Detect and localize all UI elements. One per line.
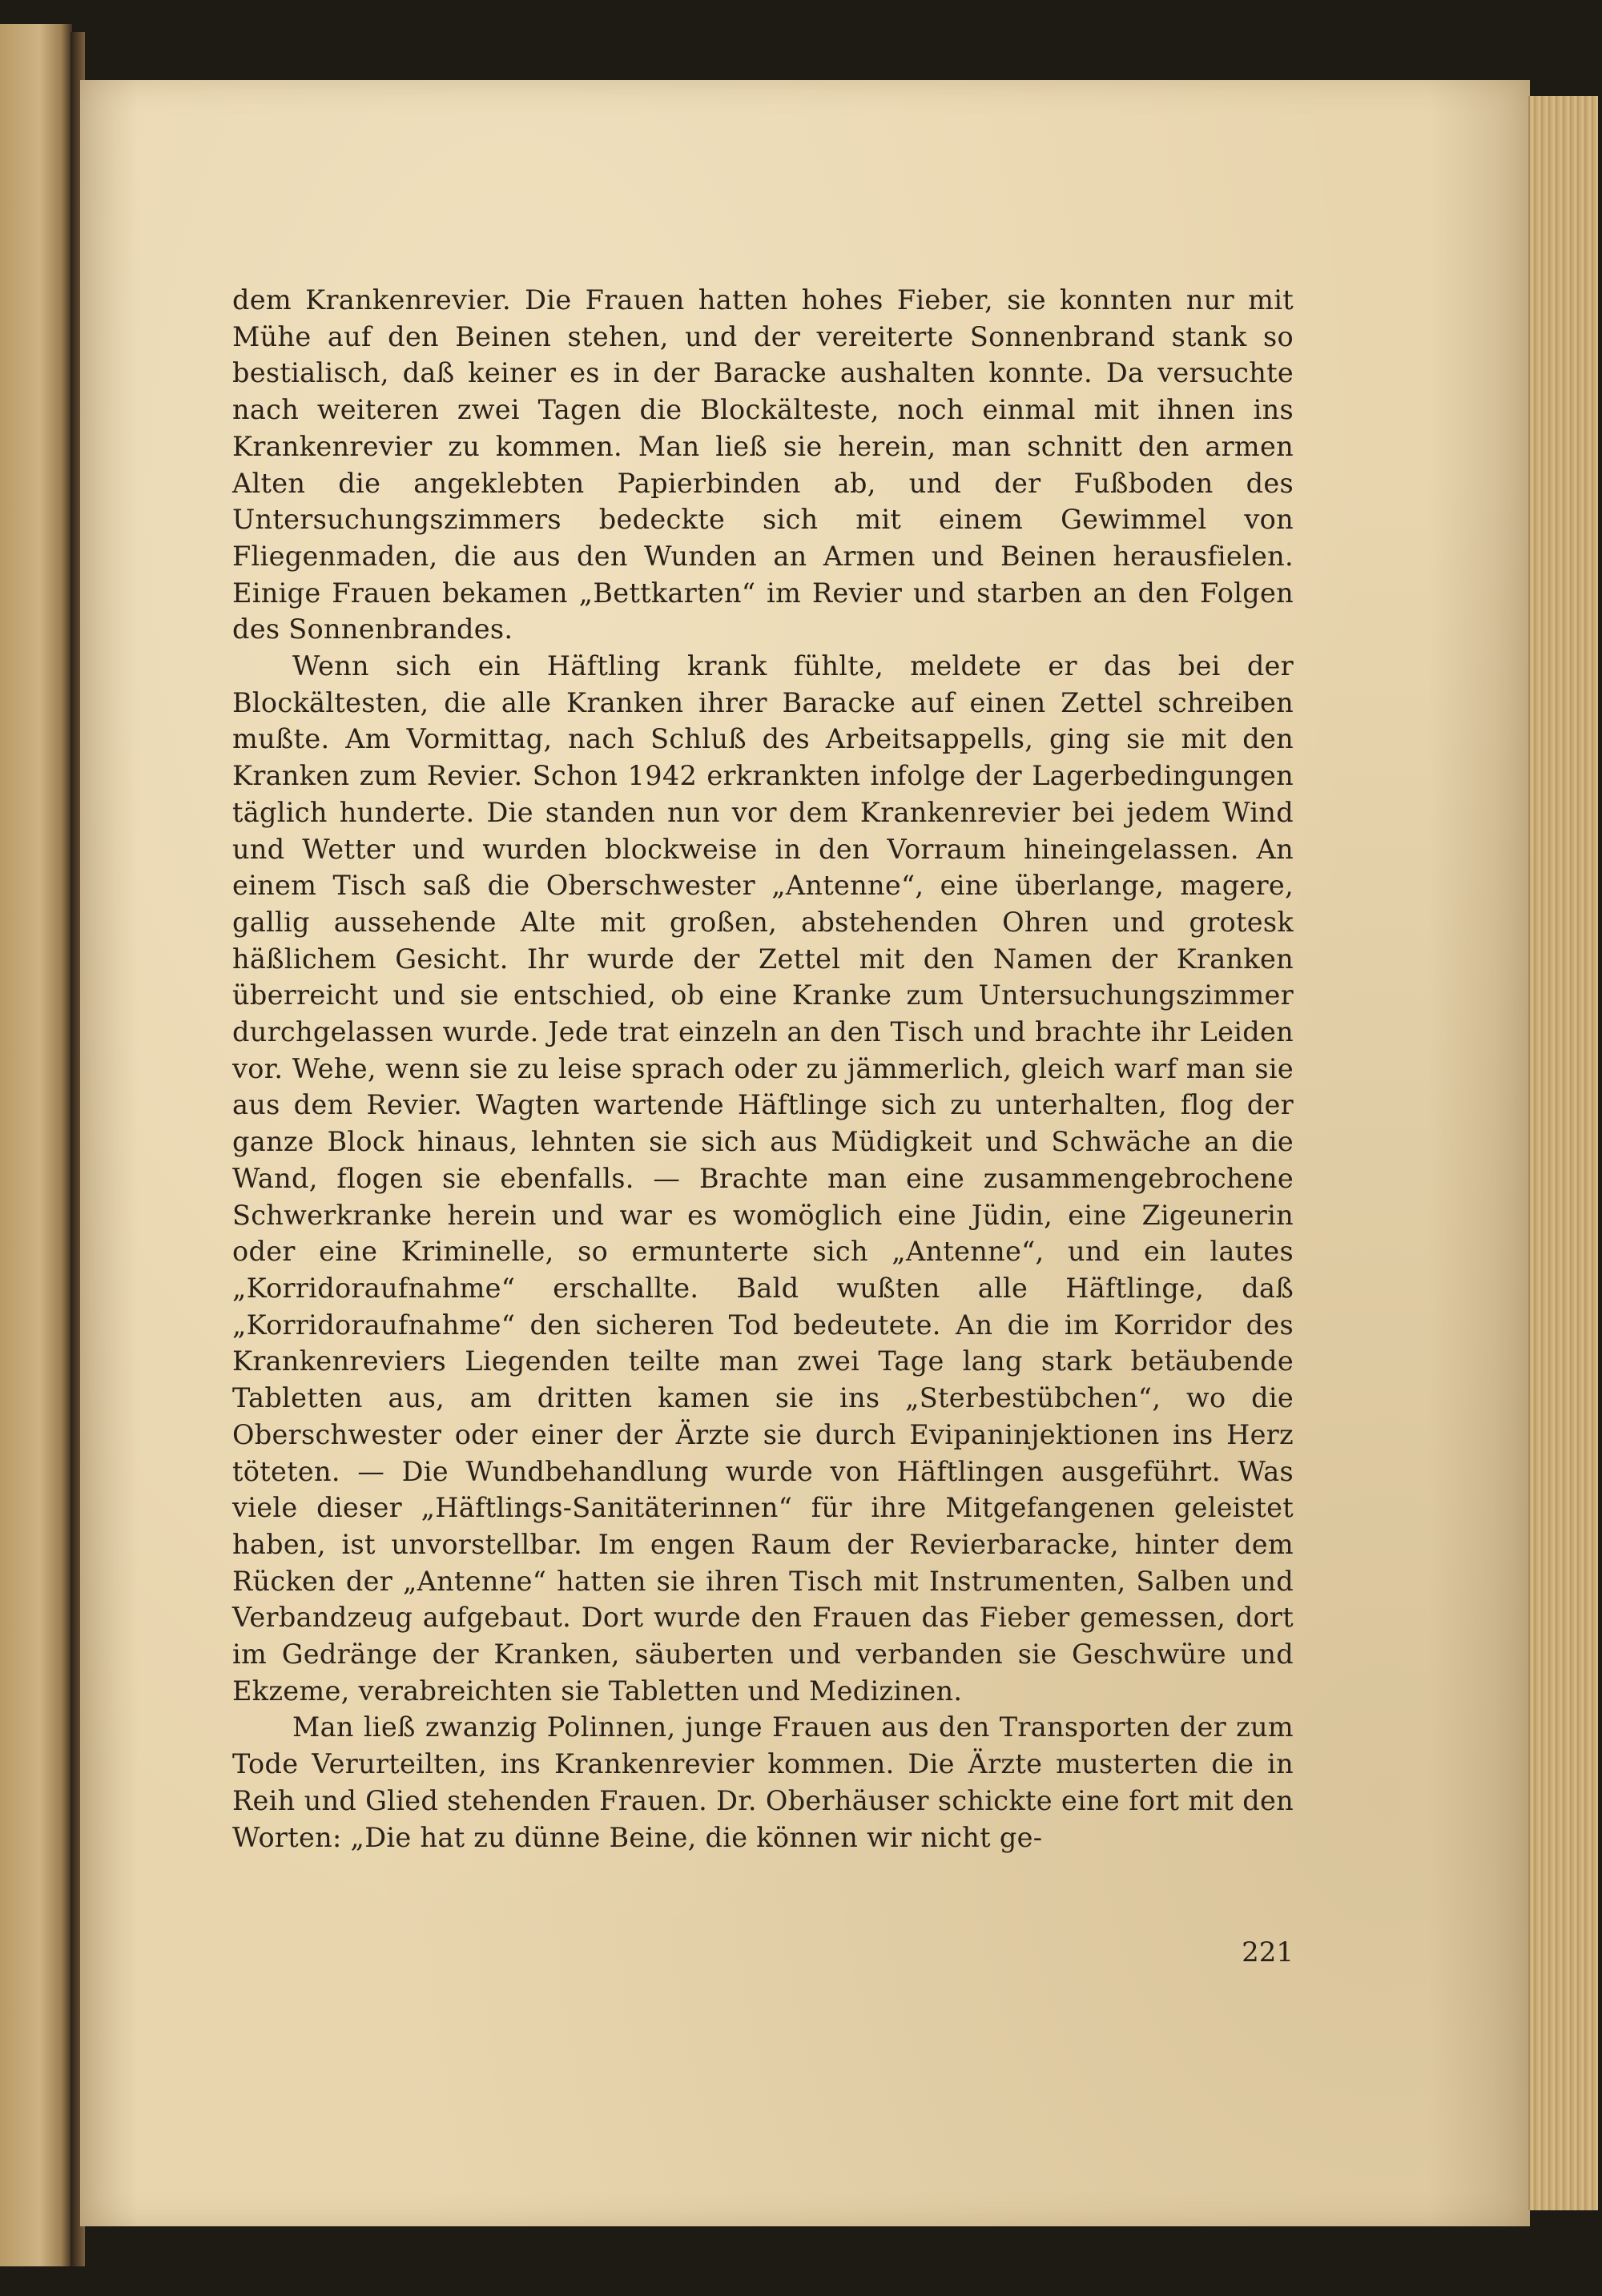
paragraph-3: Man ließ zwanzig Polinnen, junge Frauen aus den Transporten der zum Tode Verurteilten, ins Krankenrevier kommen. Die Ärzte musterten die in Reih und Glied stehenden Frauen. Dr. Oberhäuser schickte eine fort mit den Worten: „Die hat zu dünne Beine, die können wir nicht ge- — [232, 1711, 1294, 1853]
page-number: 221 — [1242, 1936, 1294, 1968]
paragraph-2: Wenn sich ein Häftling krank fühlte, meldete er das bei der Blockältesten, die alle Kranken ihrer Baracke auf einen Zettel schreiben mußte. Am Vormittag, nach Schluß des Arbeitsappells, ging sie mit den Kranken zum Revier. Schon 1942 erkrankten infolge der Lagerbedingungen täglich hunderte. Die standen nun vor dem Krankenrevier bei jedem Wind und Wetter und wurden blockweise in den Vorraum hineingelassen. An einem Tisch saß die Oberschwester „Antenne“, eine überlange, magere, gallig aussehende Alte mit großen, abstehenden Ohren und grotesk häßlichem Gesicht. Ihr wurde der Zettel mit den Namen der Kranken überreicht und sie entschied, ob eine Kranke zum Untersuchungszimmer durchgelassen wurde. Jede trat einzeln an den Tisch und brachte ihr Leiden vor. Wehe, wenn sie zu leise sprach oder zu jämmerlich, gleich warf man sie aus dem Revier. Wagten wartende Häftlinge sich zu unterhalten, flog der ganze Block hinaus, lehnten sie sich aus Müdigkeit und Schwäche an die Wand, flogen sie ebenfalls. — Brachte man eine zusammengebrochene Schwerkranke herein und war es womöglich eine Jüdin, eine Zigeunerin oder eine Kriminelle, so ermunterte sich „Antenne“, und ein lautes „Korridoraufnahme“ erschallte. Bald wußten alle Häftlinge, daß „Korridoraufnahme“ den sicheren Tod bedeutete. An die im Korridor des Krankenreviers Liegenden teilte man zwei Tage lang stark betäubende Tabletten aus, am dritten kamen sie ins „Sterbestübchen“, wo die Oberschwester oder einer der Ärzte sie durch Evipaninjektionen ins Herz töteten. — Die Wundbehandlung wurde von Häftlingen ausgeführt. Was viele dieser „Häftlings-Sanitäterinnen“ für ihre Mitgefangenen geleistet haben, ist unvorstellbar. Im engen Raum der Revierbaracke, hinter dem Rücken der „Antenne“ hatten sie ihren Tisch mit Instrumenten, Salben und Verbandzeug aufgebaut. Dort wurde den Frauen das Fieber gemessen, dort im Gedränge der Kranken, säuberten und verbanden sie Geschwüre und Ekzeme, verabreichten sie Tabletten und Medizinen. — [232, 650, 1294, 1707]
paragraph-1: dem Krankenrevier. Die Frauen hatten hohes Fieber, sie konnten nur mit Mühe auf den Beinen stehen, und der vereiterte Sonnenbrand stank so bestialisch, daß keiner es in der Baracke aushalten konnte. Da versuchte nach weiteren zwei Tagen die Blockälteste, noch einmal mit ihnen ins Krankenrevier zu kommen. Man ließ sie herein, man schnitt den armen Alten die angeklebten Papierbinden ab, und der Fußboden des Untersuchungszimmers bedeckte sich mit einem Gewimmel von Fliegenmaden, die aus den Wunden an Armen und Beinen herausfielen. Einige Frauen bekamen „Bettkarten“ im Revier und starben an den Folgen des Sonnenbrandes. — [232, 284, 1294, 645]
page-stack-edge — [1528, 96, 1598, 2210]
body-text — [232, 282, 1294, 1856]
left-page-edge — [0, 24, 72, 2266]
